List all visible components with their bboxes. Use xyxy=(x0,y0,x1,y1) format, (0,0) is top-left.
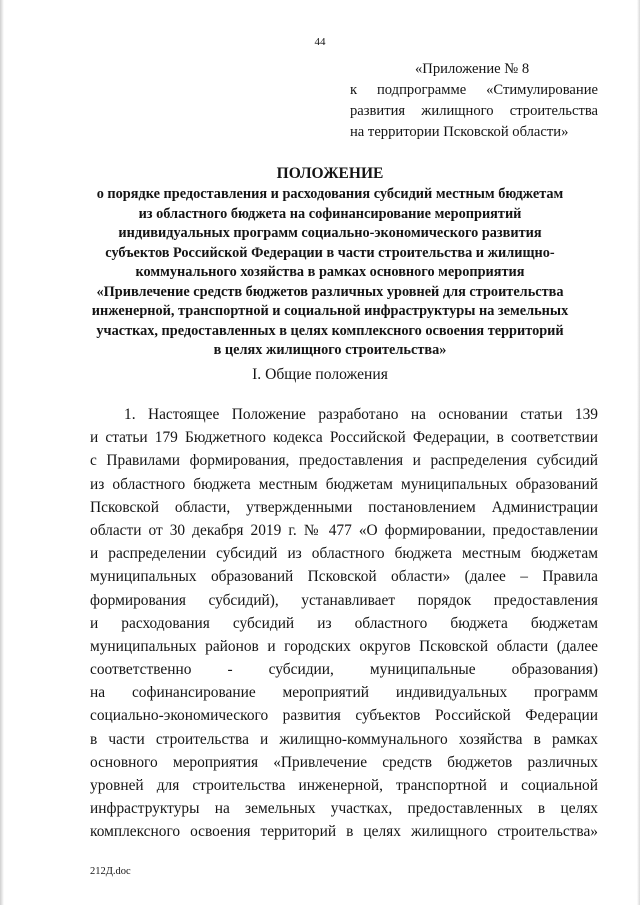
paragraph-line: и статьи 179 Бюджетного кодекса Российской Федерации, в соответствии xyxy=(90,429,598,447)
paragraph-line: 1. Настоящее Положение разработано на основании статьи 139 xyxy=(124,406,598,423)
title-line: инженерной, транспортной и социальной инфраструктуры на земельных xyxy=(91,303,569,319)
appendix-line: «Приложение № 8 xyxy=(415,61,530,77)
file-name-footer: 212Д.doc xyxy=(90,866,131,877)
paragraph-line: соответственно - субсидии, муниципальные образования) xyxy=(90,661,598,679)
paragraph-line: Псковской области, утвержденными постановлением Администрации xyxy=(90,498,598,516)
paragraph-line: уровней для строительства инженерной, транспортной и социальной xyxy=(90,777,598,794)
paragraph-line: и распределении субсидий из областного бюджета местным бюджетам xyxy=(90,545,598,563)
paragraph-line: комплексного освоения территорий в целях жилищного строительства» xyxy=(90,823,598,841)
paragraph-line: муниципальных образований Псковской области» (далее – Правила xyxy=(90,568,598,586)
paragraph-line: из областного бюджета местным бюджетам муниципальных образований xyxy=(90,475,598,493)
title-line: коммунального хозяйства в рамках основного мероприятия xyxy=(135,264,525,280)
paragraph-line: области от 30 декабря 2019 г. № 477 «О формировании, предоставлении xyxy=(90,521,598,539)
scan-edge-left xyxy=(0,0,4,905)
paragraph-line: муниципальных районов и городских округов Псковской области (далее xyxy=(90,637,598,655)
paragraph-line: основного мероприятия «Привлечение средств бюджетов различных xyxy=(90,753,598,771)
paragraph-line: инфраструктуры на земельных участках, предоставленных в целях xyxy=(90,800,598,818)
appendix-line: развития жилищного строительства xyxy=(350,103,598,119)
title-heading: ПОЛОЖЕНИЕ xyxy=(276,165,384,182)
paragraph-line: социально-экономического развития субъектов Российской Федерации xyxy=(90,707,598,725)
title-line: индивидуальных программ социально-экономического развития xyxy=(118,225,542,241)
appendix-reference xyxy=(350,59,598,143)
paragraph-1 xyxy=(90,403,598,844)
paragraph-line: в части строительства и жилищно-коммунального хозяйства в рамках xyxy=(90,730,598,748)
appendix-line: на территории Псковской области» xyxy=(350,124,569,140)
document-title xyxy=(60,164,600,361)
page-number: 44 xyxy=(314,36,326,48)
section-heading: I. Общие положения xyxy=(252,366,388,383)
title-line: участках, предоставленных в целях комплексного освоения территорий xyxy=(96,322,564,339)
appendix-line: к подпрограмме «Стимулирование xyxy=(350,82,598,98)
paragraph-line: с Правилами формирования, предоставления и распределения субсидий xyxy=(90,452,598,470)
title-line: субъектов Российской Федерации в части строительства и жилищно- xyxy=(105,244,555,261)
paragraph-line: и расходования субсидий из областного бюджета бюджетам xyxy=(90,614,598,632)
title-line: в целях жилищного строительства» xyxy=(213,342,447,358)
paragraph-line: на софинансирование мероприятий индивидуальных программ xyxy=(90,684,598,702)
title-line: о порядке предоставления и расходования субсидий местным бюджетам xyxy=(96,186,564,202)
title-line: «Привлечение средств бюджетов различных уровней для строительства xyxy=(96,283,564,300)
paragraph-line: формирования субсидий), устанавливает порядок предоставления xyxy=(90,591,598,609)
title-line: из областного бюджета на софинансирование мероприятий xyxy=(138,205,522,222)
